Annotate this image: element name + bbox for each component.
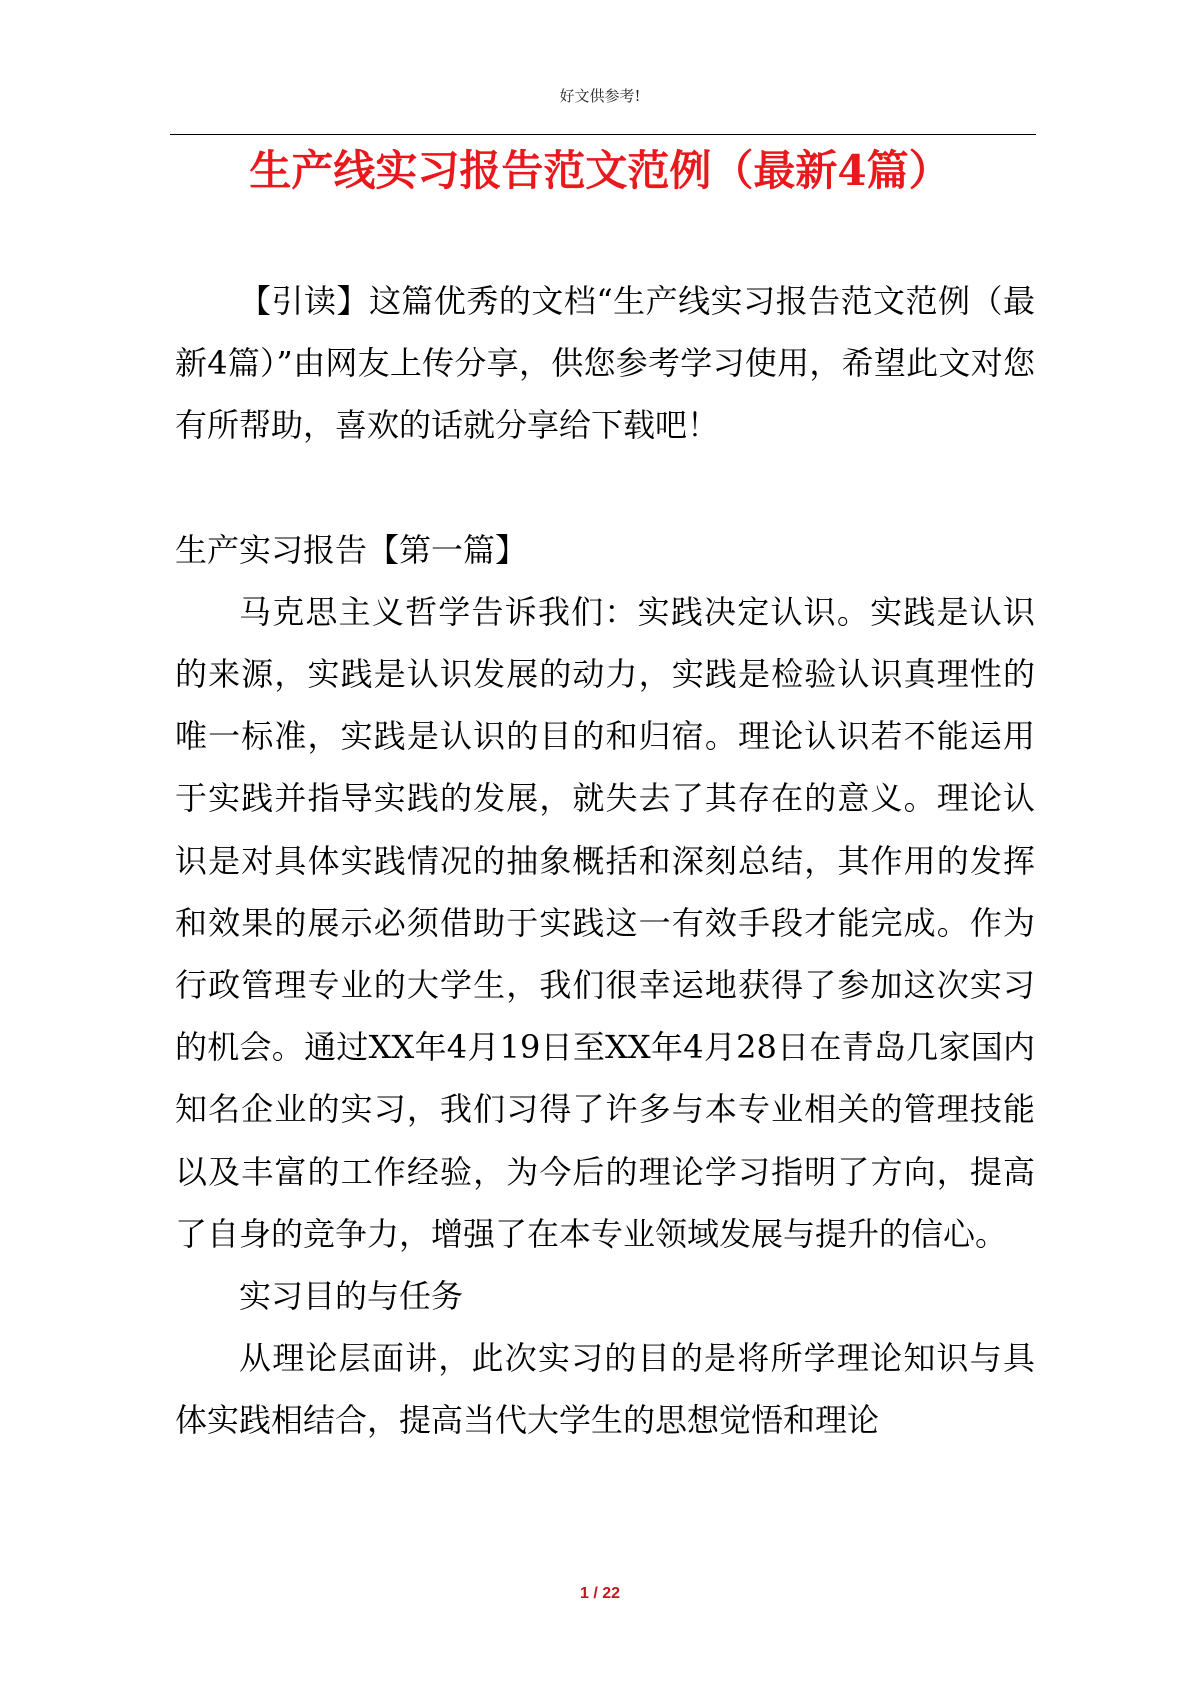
document-body: [175, 270, 1035, 1452]
subheading: 实习目的与任务: [239, 1277, 464, 1316]
header-rule: [170, 134, 1036, 135]
intro-paragraph: 【引读】这篇优秀的文档“生产线实习报告范文范例（最新4篇）”由网友上传分享，供您参考学习使用，希望此文对您有所帮助，喜欢的话就分享给下载吧！: [175, 282, 1035, 445]
document-title: 生产线实习报告范文范例（最新4篇）: [249, 146, 951, 195]
body-paragraph: 从理论层面讲，此次实习的目的是将所学理论知识与具体实践相结合，提高当代大学生的思想觉悟和理论: [175, 1339, 1035, 1440]
header-note: 好文供参考!: [559, 87, 641, 105]
body-paragraph: 马克思主义哲学告诉我们：实践决定认识。实践是认识的来源，实践是认识发展的动力，实践是检验认识真理性的唯一标准，实践是认识的目的和归宿。理论认识若不能运用于实践并指导实践的发展，就失去了其存在的意义。理论认识是对具体实践情况的抽象概括和深刻总结，其作用的发挥和效果的展示必须借助于实践这一有效手段才能完成。作为行政管理专业的大学生，我们很幸运地获得了参加这次实习的机会。通过XX年4月19日至XX年4月28日在青岛几家国内知名企业的实习，我们习得了许多与本专业相关的管理技能以及丰富的工作经验，为今后的理论学习指明了方向，提高了自身的竞争力，增强了在本专业领域发展与提升的信心。: [175, 592, 1035, 1253]
page-indicator: 1 / 22: [579, 1585, 621, 1602]
section-heading: 生产实习报告【第一篇】: [175, 530, 528, 569]
